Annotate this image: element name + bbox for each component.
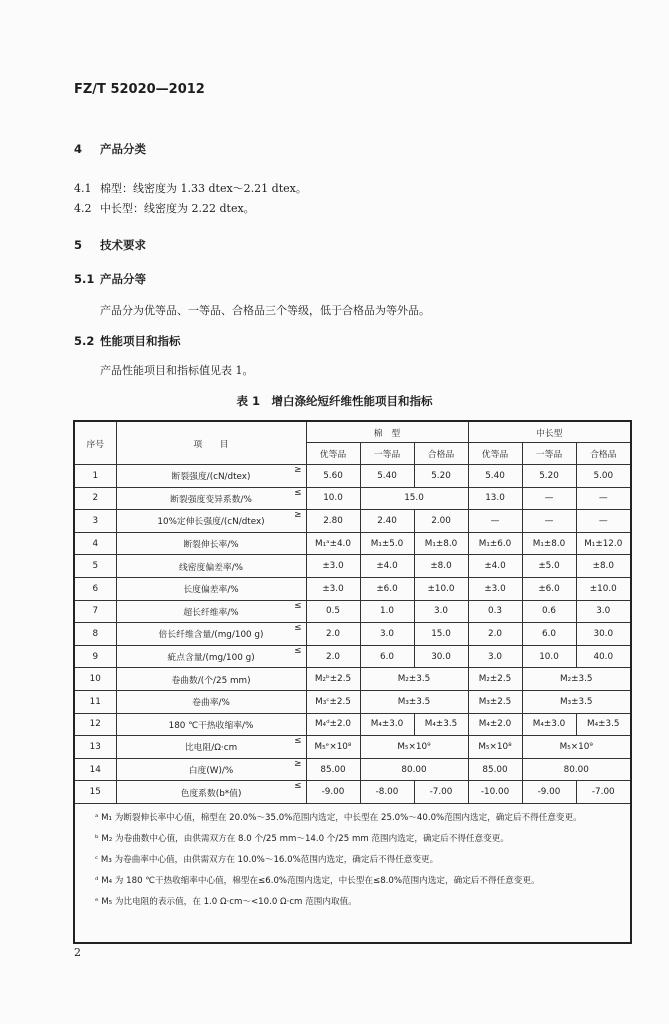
value-cell: M₁±5.0 — [360, 532, 414, 555]
grade-header: 优等品 — [306, 443, 360, 465]
row-number: 10 — [74, 668, 116, 691]
row-number: 14 — [74, 758, 116, 781]
section-4-1 — [74, 180, 307, 196]
value-cell: 85.00 — [468, 758, 522, 781]
value-cell: M₁±8.0 — [414, 532, 468, 555]
value-cell: 30.0 — [576, 623, 631, 646]
group-mid-header: 中长型 — [468, 421, 631, 443]
value-cell: -9.00 — [306, 781, 360, 804]
row-item — [116, 600, 306, 623]
row-item — [116, 645, 306, 668]
table-row — [74, 532, 631, 555]
section-5-1-heading — [74, 271, 146, 287]
value-cell: M₂±2.5 — [468, 668, 522, 691]
value-cell: M₂±3.5 — [522, 668, 631, 691]
value-cell: 2.40 — [360, 510, 414, 533]
value-cell: 6.0 — [522, 623, 576, 646]
row-item — [116, 668, 306, 691]
section-5-2-text: 产品性能项目和指标值见表 1。 — [100, 364, 254, 377]
section-title: 产品分类 — [100, 142, 146, 156]
section-title: 技术要求 — [100, 238, 146, 252]
row-item — [116, 465, 306, 488]
item-label: 比电阻/Ω·cm — [184, 743, 238, 754]
row-item — [116, 510, 306, 533]
value-cell: M₁±8.0 — [522, 532, 576, 555]
item-label: 疵点含量/(mg/100 g) — [167, 653, 255, 664]
table-row — [74, 623, 631, 646]
value-cell: 1.0 — [360, 600, 414, 623]
item-label: 白度(W)/% — [188, 766, 234, 777]
row-item — [116, 713, 306, 736]
value-cell: 30.0 — [414, 645, 468, 668]
section-number: 5.2 — [74, 334, 95, 348]
section-title: 产品分等 — [100, 272, 146, 286]
grade-header: 优等品 — [468, 443, 522, 465]
relation-symbol: ≥ — [294, 465, 302, 475]
col-item-header: 项 目 — [116, 421, 306, 465]
table-row — [74, 510, 631, 533]
section-text: 中长型：线密度为 2.22 dtex。 — [100, 202, 255, 215]
section-5-2-heading — [74, 333, 181, 349]
value-cell: -10.00 — [468, 781, 522, 804]
value-cell: ±6.0 — [522, 577, 576, 600]
row-item — [116, 532, 306, 555]
value-cell: ±8.0 — [576, 555, 631, 578]
row-number: 4 — [74, 532, 116, 555]
value-cell: M₅×10⁹ — [522, 736, 631, 759]
value-cell: 2.0 — [468, 623, 522, 646]
value-cell: 2.0 — [306, 645, 360, 668]
value-cell: — — [522, 510, 576, 533]
value-cell: 0.5 — [306, 600, 360, 623]
value-cell: M₄±3.0 — [522, 713, 576, 736]
item-label: 倍长纤维含量/(mg/100 g) — [158, 630, 264, 641]
item-label: 断裂伸长率/% — [183, 540, 239, 551]
item-label: 卷曲数/(个/25 mm) — [171, 675, 251, 686]
value-cell: 10.0 — [306, 487, 360, 510]
value-cell: ±10.0 — [414, 577, 468, 600]
value-cell: -7.00 — [576, 781, 631, 804]
grade-header: 一等品 — [360, 443, 414, 465]
value-cell: ±8.0 — [414, 555, 468, 578]
value-cell: M₄±3.0 — [360, 713, 414, 736]
table-row — [74, 781, 631, 804]
footnote: ᵈ M₄ 为 180 ℃干热收缩率中心值，棉型在≤6.0%范围内选定，中长型在≤8.0%范围内选定，确定后不得任意变更。 — [95, 875, 540, 886]
value-cell: M₅×10⁸ — [468, 736, 522, 759]
section-text: 棉型：线密度为 1.33 dtex～2.21 dtex。 — [100, 182, 307, 195]
value-cell: 3.0 — [360, 623, 414, 646]
value-cell: ±4.0 — [468, 555, 522, 578]
value-cell: M₁±12.0 — [576, 532, 631, 555]
value-cell: M₂ᵇ±2.5 — [306, 668, 360, 691]
section-number: 4 — [74, 142, 83, 156]
grade-header: 合格品 — [576, 443, 631, 465]
value-cell: 5.40 — [360, 465, 414, 488]
section-5-1-text: 产品分为优等品、一等品、合格品三个等级，低于合格品为等外品。 — [100, 304, 430, 317]
row-number: 3 — [74, 510, 116, 533]
value-cell: 15.0 — [414, 623, 468, 646]
row-number: 1 — [74, 465, 116, 488]
value-cell: 40.0 — [576, 645, 631, 668]
relation-symbol: ≥ — [294, 510, 302, 521]
row-number: 5 — [74, 555, 116, 578]
table-row — [74, 577, 631, 600]
row-number: 8 — [74, 623, 116, 646]
value-cell: ±5.0 — [522, 555, 576, 578]
table-row — [74, 645, 631, 668]
value-cell: ±3.0 — [306, 577, 360, 600]
value-cell: M₃±3.5 — [360, 690, 468, 713]
relation-symbol: ≤ — [294, 487, 302, 498]
footnote: ᶜ M₃ 为卷曲率中心值，由供需双方在 10.0%～16.0%范围内选定，确定后不得任意变更。 — [95, 854, 439, 865]
item-label: 色度系数(b*值) — [180, 788, 242, 799]
table-row — [74, 758, 631, 781]
row-number: 11 — [74, 690, 116, 713]
item-label: 断裂强度变异系数/% — [170, 494, 252, 505]
footnote: ᵇ M₂ 为卷曲数中心值，由供需双方在 8.0 个/25 mm～14.0 个/25 mm 范围内选定，确定后不得任意变更。 — [95, 833, 509, 844]
value-cell: M₃±3.5 — [522, 690, 631, 713]
row-item — [116, 758, 306, 781]
item-label: 断裂强度/(cN/dtex) — [171, 472, 251, 483]
value-cell: ±6.0 — [360, 577, 414, 600]
relation-symbol: ≤ — [294, 600, 302, 611]
value-cell: 5.20 — [414, 465, 468, 488]
value-cell: — — [576, 510, 631, 533]
table-row — [74, 668, 631, 691]
value-cell: 2.0 — [306, 623, 360, 646]
row-number: 2 — [74, 487, 116, 510]
value-cell: M₄ᵈ±2.0 — [306, 713, 360, 736]
value-cell: 10.0 — [522, 645, 576, 668]
row-number: 13 — [74, 736, 116, 759]
value-cell: 3.0 — [468, 645, 522, 668]
value-cell: 3.0 — [414, 600, 468, 623]
value-cell: 3.0 — [576, 600, 631, 623]
value-cell: M₂±3.5 — [360, 668, 468, 691]
table-row — [74, 555, 631, 578]
table-row — [74, 487, 631, 510]
section-4-2 — [74, 200, 255, 216]
value-cell: 2.00 — [414, 510, 468, 533]
value-cell: — — [522, 487, 576, 510]
row-item — [116, 690, 306, 713]
section-4-heading — [74, 141, 146, 157]
value-cell: 5.60 — [306, 465, 360, 488]
row-item — [116, 577, 306, 600]
row-number: 7 — [74, 600, 116, 623]
value-cell: 80.00 — [522, 758, 631, 781]
relation-symbol: ≤ — [294, 645, 302, 656]
relation-symbol: ≤ — [294, 781, 302, 792]
table-row — [74, 736, 631, 759]
row-item — [116, 487, 306, 510]
value-cell: 85.00 — [306, 758, 360, 781]
col-seq-header: 序号 — [74, 421, 116, 465]
section-title: 性能项目和指标 — [100, 334, 181, 348]
value-cell: M₅ᵉ×10⁸ — [306, 736, 360, 759]
value-cell: M₁ᵃ±4.0 — [306, 532, 360, 555]
value-cell: ±3.0 — [306, 555, 360, 578]
item-label: 长度偏差率/% — [183, 585, 239, 596]
row-number: 15 — [74, 781, 116, 804]
table-footnotes — [74, 803, 631, 943]
table-row — [74, 600, 631, 623]
section-number: 5.1 — [74, 272, 95, 286]
row-number: 9 — [74, 645, 116, 668]
relation-symbol: ≤ — [294, 623, 302, 634]
relation-symbol: ≤ — [294, 736, 302, 747]
value-cell: 15.0 — [360, 487, 468, 510]
value-cell: M₅×10⁹ — [360, 736, 468, 759]
item-label: 线密度偏差率/% — [178, 562, 244, 573]
item-label: 卷曲率/% — [192, 698, 230, 709]
value-cell: M₄±2.0 — [468, 713, 522, 736]
item-label: 180 ℃干热收缩率/% — [168, 720, 254, 731]
table-row — [74, 713, 631, 736]
value-cell: M₁±6.0 — [468, 532, 522, 555]
value-cell: ±3.0 — [468, 577, 522, 600]
value-cell: 0.3 — [468, 600, 522, 623]
value-cell: — — [468, 510, 522, 533]
item-label: 10%定伸长强度/(cN/dtex) — [157, 517, 265, 528]
item-label: 超长纤维率/% — [183, 607, 239, 618]
footnote: ᵉ M₅ 为比电阻的表示值，在 1.0 Ω·cm～<10.0 Ω·cm 范围内取值。 — [95, 896, 357, 907]
row-number: 12 — [74, 713, 116, 736]
section-number: 4.1 — [74, 182, 92, 195]
group-cotton-header: 棉 型 — [306, 421, 468, 443]
value-cell: ±10.0 — [576, 577, 631, 600]
row-item — [116, 555, 306, 578]
value-cell: — — [576, 487, 631, 510]
table-row — [74, 465, 631, 488]
row-item — [116, 781, 306, 804]
value-cell: M₄±3.5 — [414, 713, 468, 736]
value-cell: -9.00 — [522, 781, 576, 804]
row-item — [116, 736, 306, 759]
value-cell: 5.40 — [468, 465, 522, 488]
value-cell: -7.00 — [414, 781, 468, 804]
grade-header: 合格品 — [414, 443, 468, 465]
value-cell: ±4.0 — [360, 555, 414, 578]
section-number: 4.2 — [74, 202, 92, 215]
spec-table — [73, 420, 632, 944]
value-cell: 5.20 — [522, 465, 576, 488]
value-cell: 2.80 — [306, 510, 360, 533]
value-cell: 0.6 — [522, 600, 576, 623]
standard-header: FZ/T 52020—2012 — [74, 82, 205, 97]
value-cell: 5.00 — [576, 465, 631, 488]
value-cell: 80.00 — [360, 758, 468, 781]
section-number: 5 — [74, 238, 83, 252]
row-number: 6 — [74, 577, 116, 600]
relation-symbol: ≥ — [294, 758, 302, 769]
row-item — [116, 623, 306, 646]
footnote: ᵃ M₁ 为断裂伸长率中心值，棉型在 20.0%～35.0%范围内选定，中长型在 25.0%～40.0%范围内选定，确定后不得任意变更。 — [95, 812, 582, 823]
value-cell: M₃±2.5 — [468, 690, 522, 713]
value-cell: M₄±3.5 — [576, 713, 631, 736]
page-number: 2 — [74, 946, 81, 959]
value-cell: 6.0 — [360, 645, 414, 668]
grade-header: 一等品 — [522, 443, 576, 465]
value-cell: -8.00 — [360, 781, 414, 804]
value-cell: M₃ᶜ±2.5 — [306, 690, 360, 713]
table-row — [74, 690, 631, 713]
table-caption: 表 1 增白涤纶短纤维性能项目和指标 — [236, 394, 433, 408]
section-5-heading — [74, 237, 146, 253]
value-cell: 13.0 — [468, 487, 522, 510]
